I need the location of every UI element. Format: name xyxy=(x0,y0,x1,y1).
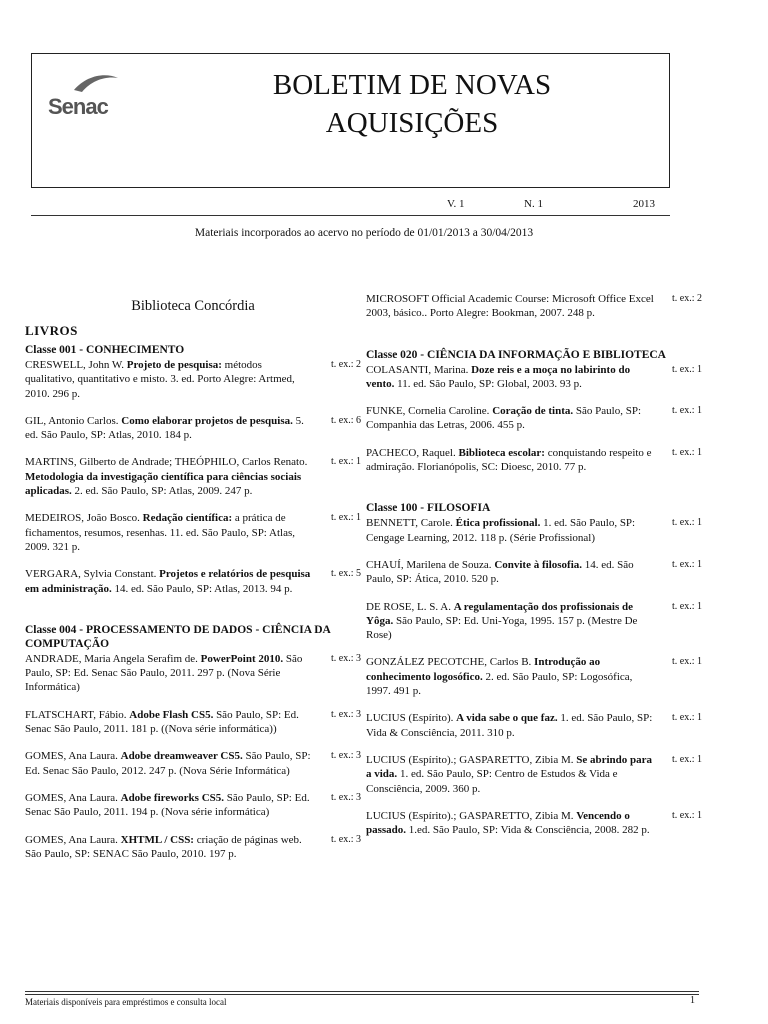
catalog-entry xyxy=(25,708,361,737)
footer-rule xyxy=(25,991,699,992)
catalog-entry xyxy=(25,455,361,498)
entry-title: Doze reis e a moça no labirinto do vento. xyxy=(366,363,631,390)
copies-count: t. ex.: 1 xyxy=(672,753,702,765)
entry-title: Metodologia da investigação científica para ciências sociais aplicadas. xyxy=(25,470,302,498)
entry-title: Vencendo o passado. xyxy=(366,809,630,837)
catalog-entry xyxy=(366,404,702,433)
class-spacer xyxy=(366,850,702,864)
entry-author: COLASANTI, Marina. xyxy=(366,363,472,376)
entry-title: Introdução ao conhecimento logosófico. xyxy=(366,656,601,683)
entry-details: métodos qualitativo, quantitativo e misto. 3. ed. Porto Alegre: Artmed, 2010. 296 p. xyxy=(25,359,295,400)
entry-author: MEDEIROS, João Bosco. xyxy=(25,512,143,525)
entry-details: conquistando respeito e admiração. Florianópolis, SC: Dioesc, 2010. 77 p. xyxy=(366,446,652,474)
footer-rule-2 xyxy=(25,994,699,995)
entry-title: Adobe fireworks CS5. xyxy=(120,791,225,804)
copies-count: t. ex.: 2 xyxy=(331,359,361,370)
year: 2013 xyxy=(633,198,655,210)
entry-title: Convite à filosofia. xyxy=(494,558,583,571)
copies-count: t. ex.: 3 xyxy=(331,833,361,845)
entry-title: Ética profissional. xyxy=(455,517,541,530)
logo-text: Senac xyxy=(48,94,108,119)
library-name: Biblioteca Concórdia xyxy=(131,298,255,314)
entry-author: DE ROSE, L. S. A. xyxy=(366,600,454,613)
copies-count: t. ex.: 1 xyxy=(672,558,702,570)
copies-count: t. ex.: 3 xyxy=(331,791,361,803)
catalog-entry xyxy=(25,567,361,596)
header-box xyxy=(31,53,670,188)
copies-count: t. ex.: 1 xyxy=(672,446,702,458)
entry-author: FLATSCHART, Fábio. xyxy=(25,708,130,721)
entry-title: Projeto de pesquisa: xyxy=(126,359,222,371)
entry-author: PACHECO, Raquel. xyxy=(366,446,459,459)
entry-details: 14. ed. São Paulo, SP: Atlas, 2013. 94 p. xyxy=(111,582,293,595)
entry-author: GONZÁLEZ PECOTCHE, Carlos B. xyxy=(366,656,535,669)
header-rule xyxy=(31,215,670,216)
page-number: 1 xyxy=(690,995,695,1006)
entry-title: A regulamentação dos profissionais de Yôga. xyxy=(366,600,633,627)
entry-details: 11. ed. São Paulo, SP: Global, 2003. 93 p. xyxy=(394,377,582,390)
issue-number: N. 1 xyxy=(524,198,543,210)
class-heading: Classe 100 - FILOSOFIA xyxy=(366,502,491,515)
copies-count: t. ex.: 1 xyxy=(672,600,702,612)
catalog-entry xyxy=(366,292,702,321)
entry-author: CRESWELL, John W. xyxy=(25,359,127,371)
copies-count: t. ex.: 1 xyxy=(672,656,702,668)
entry-details: 1. ed. São Paulo, SP: Centro de Estudos & Vida e Consciência, 2009. 360 p. xyxy=(366,768,618,795)
entry-details: 2. ed. São Paulo, SP: Logosófica, 1997. 491 p. xyxy=(366,670,633,698)
entry-details: criação de páginas web. São Paulo, SP: SENAC São Paulo, 2010. 197 p. xyxy=(25,833,302,860)
entry-details: São Paulo, SP: Ed. Senac São Paulo, 2011. 194 p. (Nova série informática) xyxy=(25,791,310,819)
catalog-entry xyxy=(25,414,361,443)
entry-title: Biblioteca escolar: xyxy=(458,446,545,459)
catalog-entry xyxy=(25,511,361,554)
catalog-entry xyxy=(366,446,702,475)
copies-count: t. ex.: 3 xyxy=(331,750,361,762)
entry-title: Coração de tinta. xyxy=(492,405,574,418)
entry-details: 2. ed. São Paulo, SP: Atlas, 2009. 247 p. xyxy=(71,485,253,498)
entry-details: São Paulo, SP: Ed. Senac São Paulo, 2012. 247 p. (Nova Série Informática) xyxy=(25,750,311,777)
class-spacer xyxy=(366,487,702,501)
entry-author: CHAUÍ, Marilena de Souza. xyxy=(366,558,495,571)
title-line-2: AQUISIÇÕES xyxy=(325,107,499,139)
section-title: LIVROS xyxy=(25,323,78,338)
entry-title: Se abrindo para a vida. xyxy=(366,753,653,781)
catalog-entry xyxy=(366,558,702,587)
entry-author: ANDRADE, Maria Angela Serafim de. xyxy=(25,652,201,665)
copies-count: t. ex.: 3 xyxy=(331,708,361,720)
entry-details: São Paulo, SP: Companhia das Letras, 2006. 455 p. xyxy=(366,405,642,432)
copies-count: t. ex.: 3 xyxy=(331,652,361,664)
catalog-entry xyxy=(366,516,702,545)
copies-count: t. ex.: 1 xyxy=(672,712,702,724)
entry-title: Redação científica: xyxy=(142,512,233,525)
entry-title: A vida sabe o que faz. xyxy=(456,712,558,725)
catalog-entry xyxy=(25,358,361,401)
entry-title: Como elaborar projetos de pesquisa. xyxy=(121,414,293,427)
period-note: Materiais incorporados ao acervo no período de 01/01/2013 a 30/04/2013 xyxy=(194,227,534,239)
right-column xyxy=(366,292,702,864)
entry-details: 5. ed. São Paulo, SP: Atlas, 2010. 184 p. xyxy=(25,414,304,442)
entry-title: Projetos e relatórios de pesquisa em administração. xyxy=(25,568,311,595)
catalog-entry xyxy=(366,711,702,740)
catalog-entry xyxy=(25,652,361,695)
footer-note: Materiais disponíveis para empréstimos e consulta local xyxy=(25,997,227,1007)
entry-details: São Paulo, SP: Ed. Senac São Paulo, 2011. 181 p. ((Nova série informática)) xyxy=(25,708,299,736)
entry-author: MARTINS, Gilberto de Andrade; THEÓPHILO, Carlos Renato. xyxy=(25,456,308,469)
entry-details: 1. ed. São Paulo, SP: Cengage Learning, 2012. 118 p. (Série Profissional) xyxy=(366,517,636,544)
entry-title: XHTML / CSS: xyxy=(120,833,194,846)
entry-author: VERGARA, Sylvia Constant. xyxy=(25,568,160,581)
entry-title: Adobe dreamweaver CS5. xyxy=(120,750,243,763)
class-heading: Classe 020 - CIÊNCIA DA INFORMAÇÃO E BIBLIOTECA xyxy=(366,348,666,361)
entry-author: GIL, Antonio Carlos. xyxy=(25,414,122,427)
copies-count: t. ex.: 5 xyxy=(331,568,361,580)
catalog-entry xyxy=(25,833,361,862)
page-title xyxy=(202,66,622,142)
entry-author: BENNETT, Carole. xyxy=(366,517,456,530)
entry-author: MICROSOFT Official Academic Course: Microsoft Office Excel 2003, básico.. Porto Alegre: Bookman, 2007. 248 p. xyxy=(366,293,654,320)
entry-details: 1. ed. São Paulo, SP: Vida & Consciência, 2011. 310 p. xyxy=(366,712,653,739)
entry-author: GOMES, Ana Laura. xyxy=(25,791,121,804)
copies-count: t. ex.: 1 xyxy=(672,809,702,821)
entry-author: GOMES, Ana Laura. xyxy=(25,750,121,763)
copies-count: t. ex.: 1 xyxy=(672,517,702,529)
copies-count: t. ex.: 1 xyxy=(331,512,361,524)
catalog-entry xyxy=(366,363,702,392)
entry-details: 14. ed. São Paulo, SP: Ática, 2010. 520 p. xyxy=(366,558,634,586)
entry-details: a prática de fichamentos, resumos, resenhas. 11. ed. São Paulo, SP: Atlas, 2009. 321 p. xyxy=(25,512,295,553)
entry-author: LUCIUS (Espírito).; GASPARETTO, Zibia M. xyxy=(366,809,577,822)
class-spacer xyxy=(25,609,361,623)
copies-count: t. ex.: 2 xyxy=(672,293,702,304)
left-column xyxy=(25,292,361,888)
catalog-entry xyxy=(366,655,702,698)
entry-author: LUCIUS (Espírito). xyxy=(366,712,457,725)
catalog-entry xyxy=(366,753,702,796)
entry-details: 1.ed. São Paulo, SP: Vida & Consciência, 2008. 282 p. xyxy=(406,824,650,837)
senac-logo xyxy=(46,68,136,128)
copies-count: t. ex.: 1 xyxy=(331,456,361,468)
catalog-entry xyxy=(25,791,361,820)
volume: V. 1 xyxy=(447,198,465,210)
copies-count: t. ex.: 1 xyxy=(672,363,702,375)
entry-author: FUNKE, Cornelia Caroline. xyxy=(366,405,493,418)
entry-author: GOMES, Ana Laura. xyxy=(25,833,121,846)
class-heading: Classe 004 - PROCESSAMENTO DE DADOS - CIÊNCIA DA COMPUTAÇÃO xyxy=(25,623,331,650)
copies-count: t. ex.: 1 xyxy=(672,405,702,417)
entry-details: São Paulo, SP: Ed. Senac São Paulo, 2011. 297 p. (Nova Série Informática) xyxy=(25,652,303,694)
entry-author: LUCIUS (Espírito).; GASPARETTO, Zibia M. xyxy=(366,753,577,766)
catalog-entry xyxy=(366,809,702,838)
class-spacer xyxy=(25,874,361,888)
title-line-1: BOLETIM DE NOVAS xyxy=(272,69,552,101)
catalog-entry xyxy=(366,600,702,643)
catalog-entry xyxy=(25,749,361,778)
class-spacer xyxy=(366,334,702,348)
entry-title: PowerPoint 2010. xyxy=(200,652,284,665)
entry-title: Adobe Flash CS5. xyxy=(129,708,214,721)
entry-details: São Paulo, SP: Ed. Uni-Yoga, 1995. 157 p. (Mestre De Rose) xyxy=(366,614,638,642)
copies-count: t. ex.: 6 xyxy=(331,414,361,426)
class-heading: Classe 001 - CONHECIMENTO xyxy=(25,344,185,356)
